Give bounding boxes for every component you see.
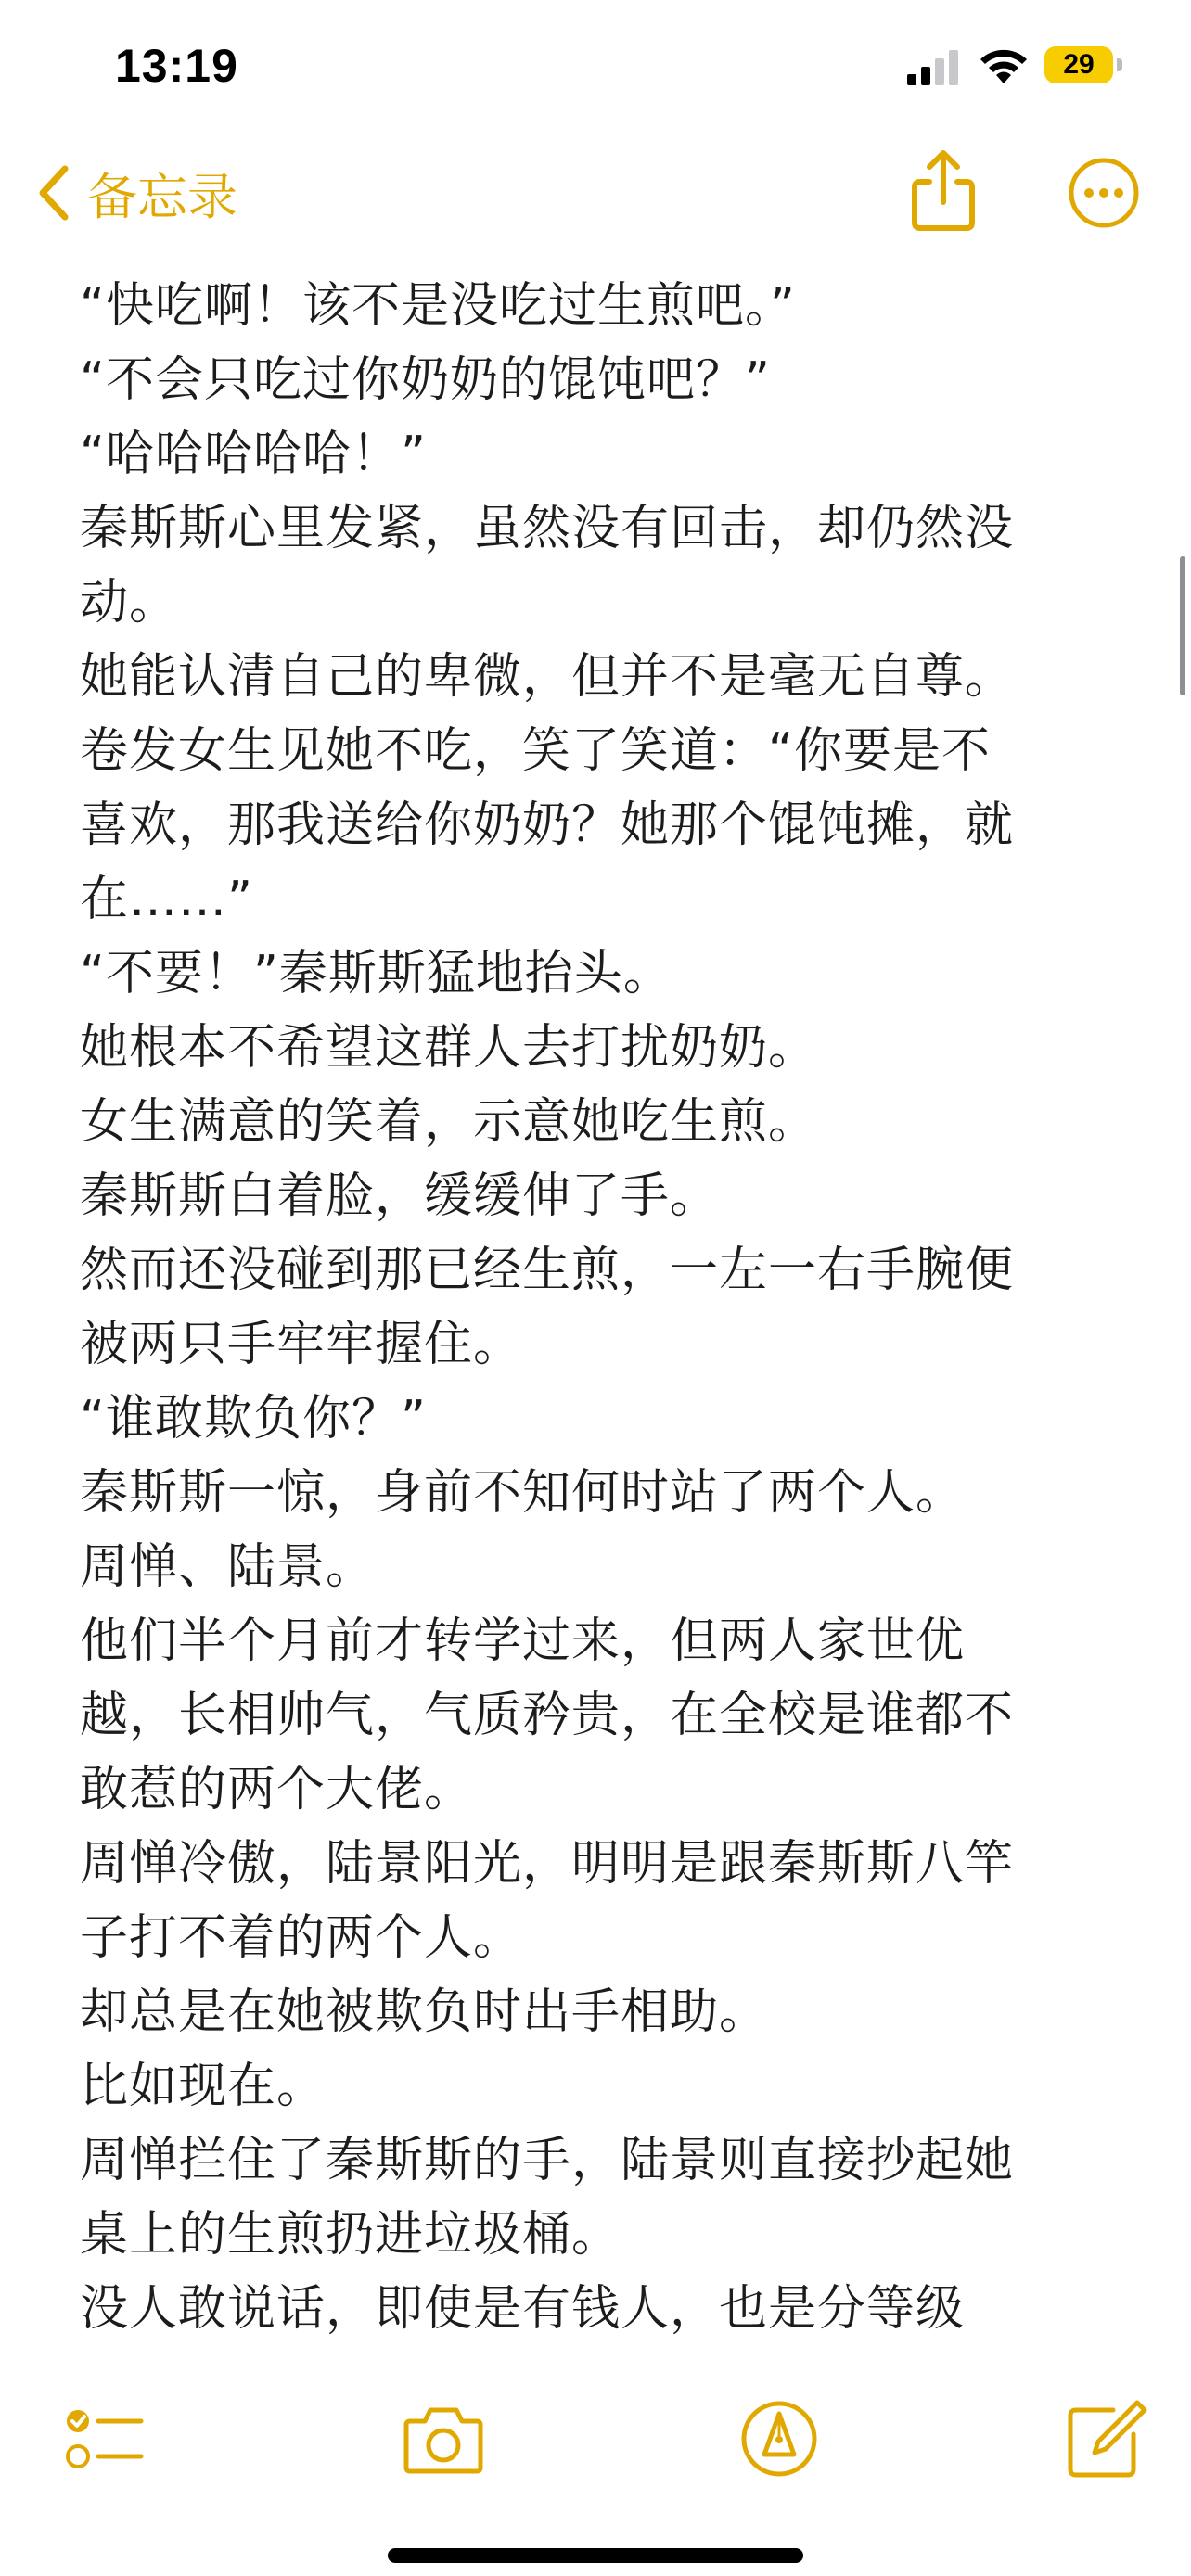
battery-tip — [1117, 58, 1122, 71]
chevron-left-icon — [32, 156, 78, 230]
note-line: 没人敢说话，即使是有钱人，也是分等级 — [80, 2281, 966, 2337]
note-line: “谁敢欺负你？” — [80, 1391, 427, 1447]
note-line: 周惮冷傲，陆景阳光，明明是跟秦斯斯八竿 — [80, 1836, 1015, 1892]
pen-tip-icon[interactable] — [733, 2397, 826, 2480]
compose-icon[interactable] — [1057, 2397, 1150, 2480]
share-icon[interactable] — [903, 148, 983, 232]
note-line: 女生满意的笑着，示意她吃生煎。 — [80, 1094, 818, 1150]
note-line: 秦斯斯心里发紧，虽然没有回击，却仍然没 — [80, 501, 1015, 556]
note-line: 越，长相帅气，气质矜贵，在全校是谁都不 — [80, 1688, 1015, 1743]
note-line: 然而还没碰到那已经生煎，一左一右手腕便 — [80, 1243, 1015, 1298]
note-line: 卷发女生见她不吃，笑了笑道：“你要是不 — [80, 723, 991, 779]
note-line: 比如现在。 — [80, 2059, 327, 2114]
note-line: 动。 — [80, 575, 179, 631]
checklist-icon[interactable] — [58, 2397, 150, 2480]
note-line: 周惮拦住了秦斯斯的手，陆景则直接抄起她 — [80, 2133, 1015, 2188]
note-line: 秦斯斯一惊，身前不知何时站了两个人。 — [80, 1465, 966, 1521]
note-line: “快吃啊！该不是没吃过生煎吧。” — [80, 278, 796, 334]
note-line: “不会只吃过你奶奶的馄饨吧？” — [80, 352, 771, 408]
note-line: 敢惹的两个大佬。 — [80, 1762, 474, 1817]
note-body[interactable] — [80, 269, 1122, 2360]
note-line: 她根本不希望这群人去打扰奶奶。 — [80, 1020, 818, 1076]
battery-level: 29 — [1063, 49, 1095, 80]
back-button[interactable] — [32, 156, 237, 230]
back-button-label: 备忘录 — [87, 167, 237, 226]
status-bar — [0, 0, 1191, 130]
note-line: 喜欢，那我送给你奶奶？她那个馄饨摊，就 — [80, 797, 1015, 853]
home-indicator[interactable] — [388, 2548, 803, 2563]
more-icon[interactable] — [1067, 156, 1141, 230]
camera-icon[interactable] — [397, 2397, 490, 2480]
note-line: 在……” — [80, 872, 253, 927]
note-line: 桌上的生煎扔进垃圾桶。 — [80, 2207, 621, 2263]
note-line: “哈哈哈哈哈！” — [80, 427, 427, 482]
note-line: 子打不着的两个人。 — [80, 1910, 523, 1966]
note-line: 周惮、陆景。 — [80, 1539, 376, 1595]
status-time: 13:19 — [115, 40, 238, 92]
battery-indicator — [1044, 46, 1122, 83]
note-line: 他们半个月前才转学过来，但两人家世优 — [80, 1613, 966, 1669]
bottom-toolbar — [0, 2360, 1191, 2576]
note-line: “不要！”秦斯斯猛地抬头。 — [80, 946, 672, 1001]
note-line: 却总是在她被欺负时出手相助。 — [80, 1984, 769, 2040]
note-line: 秦斯斯白着脸，缓缓伸了手。 — [80, 1168, 720, 1224]
note-line: 她能认清自己的卑微，但并不是毫无自尊。 — [80, 649, 1015, 705]
scroll-indicator[interactable] — [1180, 556, 1185, 695]
note-line: 被两只手牢牢握住。 — [80, 1317, 523, 1372]
wifi-icon — [978, 45, 1030, 85]
cellular-signal-icon — [905, 48, 961, 85]
